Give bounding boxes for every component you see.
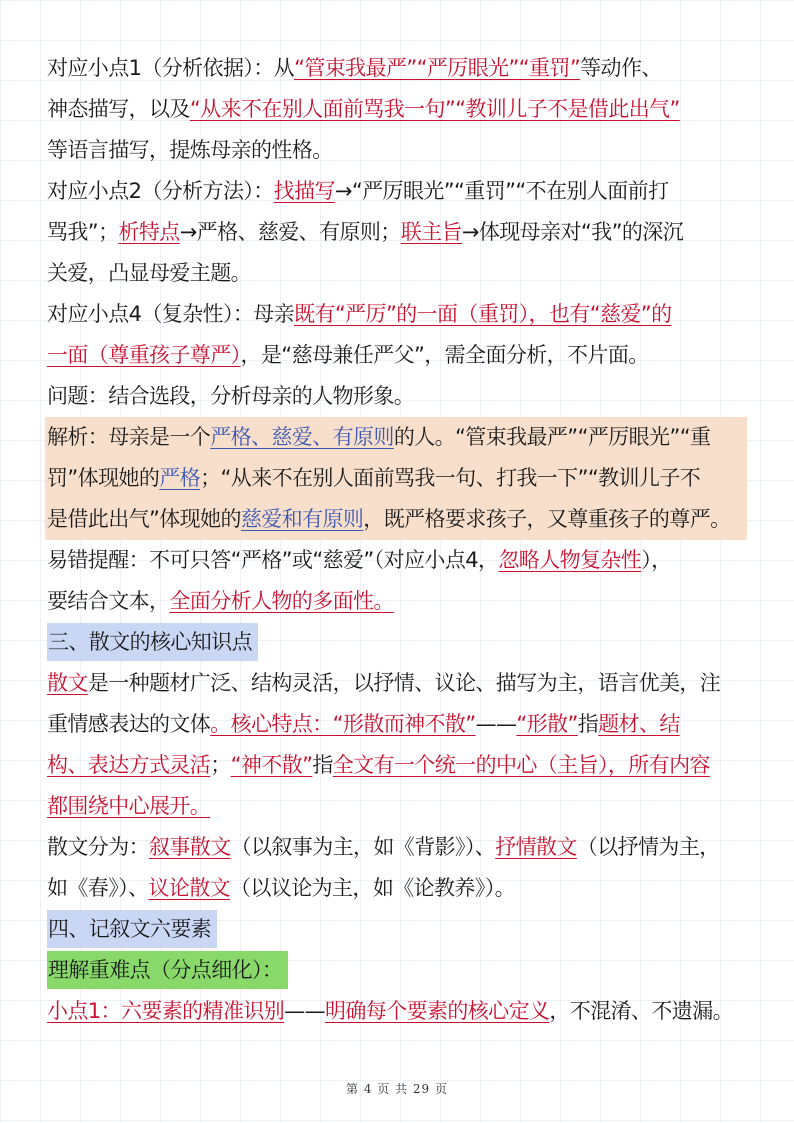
key-term: 联主旨 xyxy=(400,220,462,244)
text-line xyxy=(47,663,752,704)
text: —— xyxy=(284,999,325,1023)
key-phrase: 小点1：六要素的精准识别 xyxy=(47,999,285,1023)
text-line xyxy=(47,253,752,294)
text-line xyxy=(47,499,747,540)
section-heading-text: 三、散文的核心知识点 xyxy=(47,623,258,661)
text-line xyxy=(47,417,747,458)
text-line xyxy=(47,458,747,499)
text: ； xyxy=(210,753,231,777)
text-line xyxy=(47,130,752,171)
text-line xyxy=(47,294,752,335)
key-term: 议论散文 xyxy=(148,876,231,900)
key-quote: “从来不在别人面前骂我一句”“教训儿子不是借此出气” xyxy=(189,97,680,121)
text: →体现母亲对“我”的深沉 xyxy=(461,220,684,244)
text: 是一种题材广泛、结构灵活，以抒情、议论、描写为主，语言优美，注 xyxy=(87,671,721,695)
text: 神态描写，以及 xyxy=(47,97,190,121)
key-trait: 慈爱和有原则 xyxy=(240,507,364,531)
key-phrase: 题材、结 xyxy=(598,712,680,736)
text-line xyxy=(47,212,752,253)
text-line xyxy=(47,540,752,581)
text: 罚”体现她的 xyxy=(47,466,160,490)
key-term: 叙事散文 xyxy=(149,835,231,859)
text: 对应小点2（分析方法）： xyxy=(47,179,274,203)
key-term: 析特点 xyxy=(118,220,180,244)
key-phrase: 忽略人物复杂性 xyxy=(498,548,642,572)
text: ）， xyxy=(641,548,672,572)
text: 指 xyxy=(312,753,333,777)
subsection-heading xyxy=(47,950,752,991)
text-line xyxy=(47,745,752,786)
key-term: 找描写 xyxy=(273,179,335,203)
section-heading-text: 四、记叙文六要素 xyxy=(47,910,217,948)
text: 的人。“管束我最严”“严厉眼光”“重 xyxy=(393,425,711,449)
text: 是借此出气”体现她的 xyxy=(47,507,241,531)
text: —— xyxy=(475,712,517,736)
text: →“严厉眼光”“重罚”“不在别人面前打 xyxy=(334,179,669,203)
text: ，是“慈母兼任严父”，需全面分析，不片面。 xyxy=(240,343,649,367)
text: 易错提醒：不可只答“严格”或“慈爱”（对应小点4， xyxy=(47,548,499,572)
key-quote: “形散” xyxy=(516,712,578,736)
text: 对应小点1（分析依据）：从 xyxy=(47,56,295,80)
text: 散文分为： xyxy=(47,835,149,859)
text: 对应小点4（复杂性）：母亲 xyxy=(47,302,295,326)
section-heading xyxy=(47,909,752,950)
section-heading xyxy=(47,622,752,663)
key-phrase: 全文有一个统一的中心（主旨），所有内容 xyxy=(332,753,710,777)
text: ，不混淆、不遗漏。 xyxy=(549,999,733,1023)
key-trait: 严格 xyxy=(159,466,201,490)
question-text: 问题：结合选段，分析母亲的人物形象。 xyxy=(47,384,415,408)
question-line xyxy=(47,376,752,417)
page-number: 第 4 页 共 29 页 xyxy=(346,1082,448,1096)
text-line xyxy=(47,335,752,376)
key-phrase: 一面（尊重孩子尊严） xyxy=(47,343,241,367)
text-line xyxy=(47,827,752,868)
text-line xyxy=(47,581,752,622)
text: 解析：母亲是一个 xyxy=(47,425,211,449)
text: ，既严格要求孩子，又尊重孩子的尊严。 xyxy=(363,507,731,531)
text-line xyxy=(47,786,752,827)
key-trait: 严格、慈爱、有原则 xyxy=(210,425,394,449)
text: ；“从来不在别人面前骂我一句、打我一下”“教训儿子不 xyxy=(200,466,701,490)
key-phrase: 构、表达方式灵活 xyxy=(47,753,211,777)
key-term: 抒情散文 xyxy=(495,835,577,859)
key-quote: “形散而神不散” xyxy=(332,712,476,736)
text: 等语言描写，提炼母亲的性格。 xyxy=(47,138,333,162)
text-line xyxy=(47,171,752,212)
text-line xyxy=(47,89,752,130)
text: 关爱，凸显母爱主题。 xyxy=(47,261,251,285)
key-quote: “神不散” xyxy=(230,753,313,777)
key-phrase: 明确每个要素的核心定义 xyxy=(324,999,550,1023)
text-line xyxy=(47,991,752,1032)
text: （以议论为主，如《论教养》）。 xyxy=(230,876,516,900)
document-body xyxy=(47,48,752,1032)
text-line xyxy=(47,868,752,909)
subsection-heading-text: 理解重难点（分点细化）： xyxy=(47,951,288,989)
analysis-block xyxy=(45,417,747,540)
text: 要结合文本， xyxy=(47,589,170,613)
text: （以抒情为主， xyxy=(576,835,720,859)
key-phrase: 都围绕中心展开。 xyxy=(47,794,211,818)
text: 如《春》）、 xyxy=(47,876,149,900)
text: 等动作、 xyxy=(580,56,662,80)
text: 重情感表达的文体 xyxy=(47,712,211,736)
text: 骂我”； xyxy=(47,220,119,244)
text: 指 xyxy=(577,712,599,736)
key-term: 。核心特点： xyxy=(210,712,333,736)
key-term: 散文 xyxy=(47,671,88,695)
key-phrase: 全面分析人物的多面性。 xyxy=(169,589,394,613)
key-quote: “管束我最严”“严厉眼光”“重罚” xyxy=(294,56,581,80)
text: （以叙事为主，如《背影》）、 xyxy=(230,835,496,859)
text: →严格、慈爱、有原则； xyxy=(179,220,401,244)
key-phrase: 既有“严厉”的一面（重罚），也有“慈爱”的 xyxy=(294,302,672,326)
text-line xyxy=(47,48,752,89)
text-line xyxy=(47,704,752,745)
